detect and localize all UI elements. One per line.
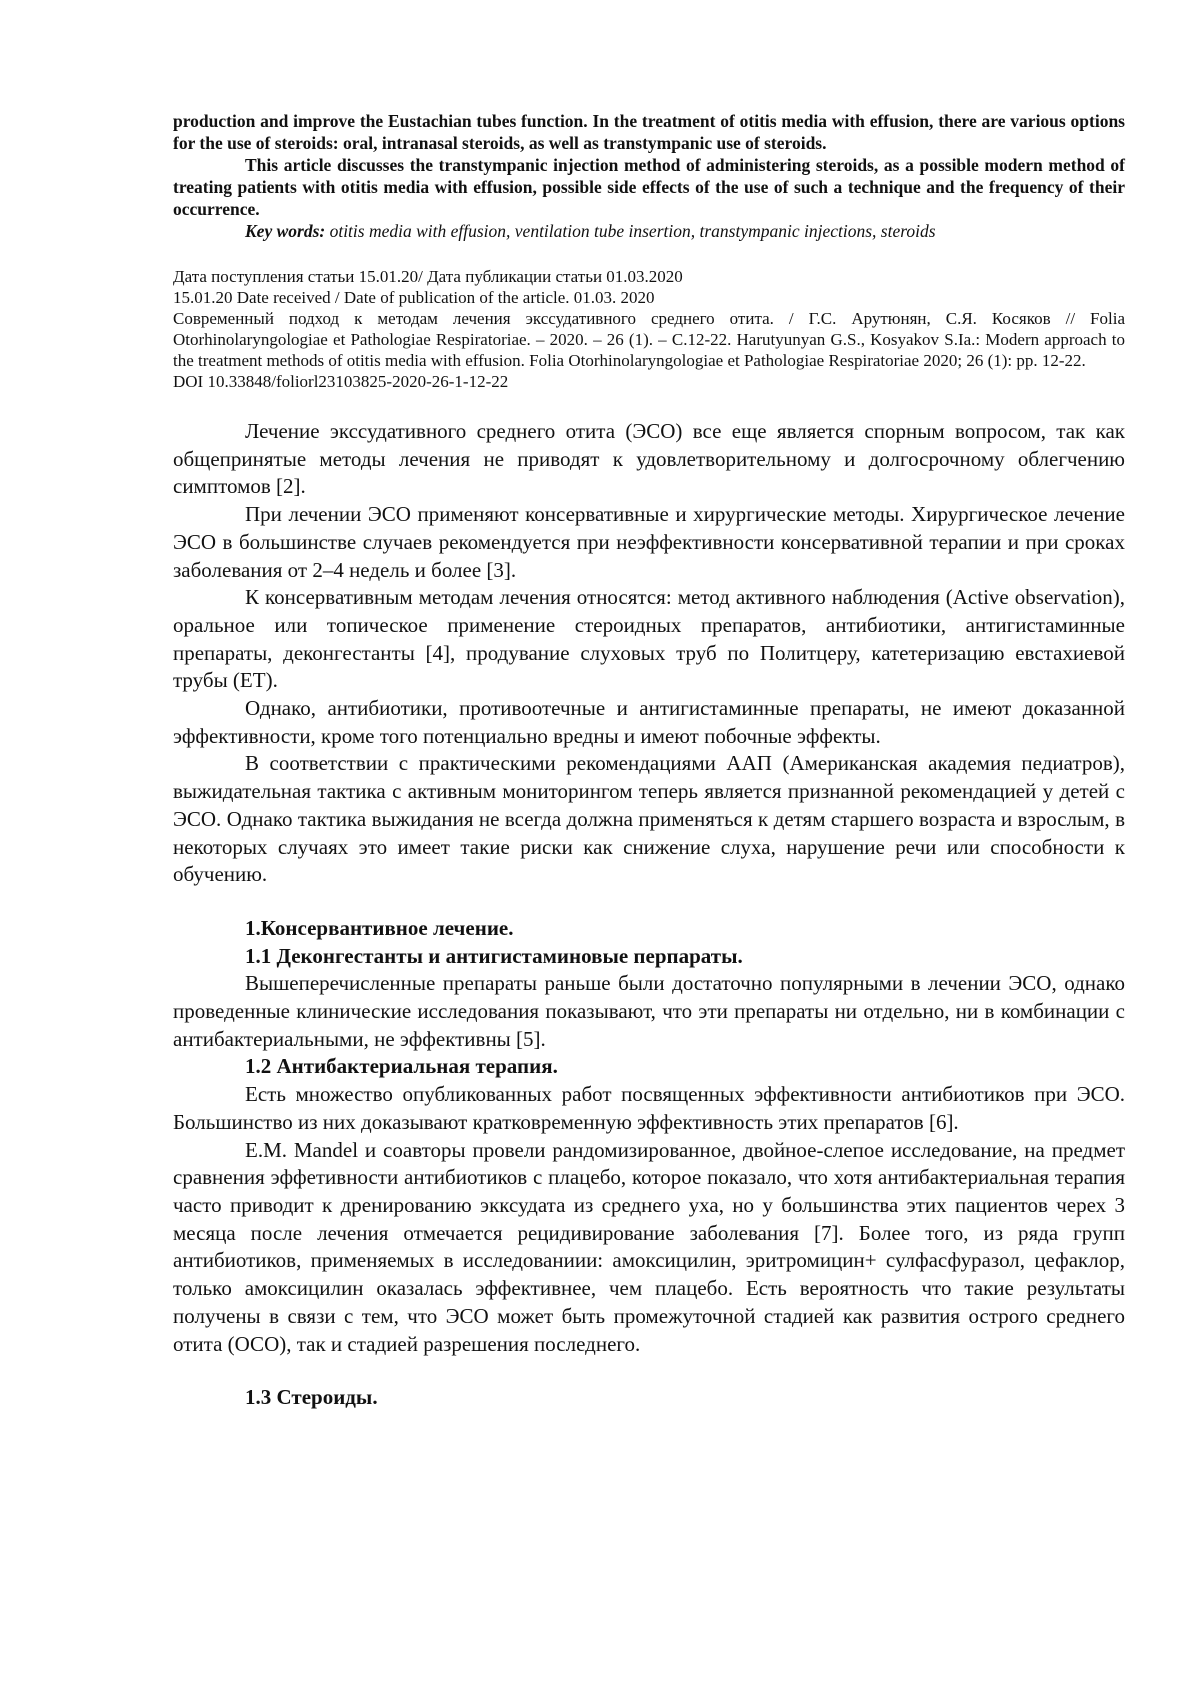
subsection-heading: 1.1 Деконгестанты и антигистаминовые перпараты. xyxy=(245,943,743,968)
article-body xyxy=(173,418,1125,1412)
doi: DOI 10.33848/foliorl23103825-2020-26-1-12-22 xyxy=(173,372,509,391)
keywords-line xyxy=(173,220,1125,242)
body-paragraph: В соответствии с практическими рекомендациями ААП (Американская академия педиатров), выжидательная тактика с активным мониторингом теперь является признанной рекомендацией у детей с ЭСО. Однако тактика выжидания не всегда должна применяться к детям старшего возраста и взрослым, в некоторых случаях это имеет такие риски как снижение слуха, нарушение речи или способности к обучению. xyxy=(173,751,1125,887)
dates-en: 15.01.20 Date received / Date of publication of the article. 01.03. 2020 xyxy=(173,288,655,307)
spacer xyxy=(173,1358,1125,1384)
page-content xyxy=(173,110,1125,1412)
keywords-text: otitis media with effusion, ventilation tube insertion, transtympanic injections, steroids xyxy=(329,221,936,241)
subsection-heading: 1.2 Антибактериальная терапия. xyxy=(245,1054,558,1079)
body-paragraph: При лечении ЭСО применяют консервативные и хирургические методы. Хирургическое лечение ЭСО в большинстве случаев рекомендуется при неэффективности консервативной терапии и при сроках заболевания от 2–4 недель и более [3]. xyxy=(173,502,1125,582)
abstract xyxy=(173,110,1125,242)
body-paragraph: Лечение экссудативного среднего отита (ЭСО) все еще является спорным вопросом, так как общепринятые методы лечения не приводят к удовлетворительному и долгосрочному облегчению симптомов [2]. xyxy=(173,419,1125,499)
article-meta xyxy=(173,266,1125,392)
body-paragraph: К консервативным методам лечения относятся: метод активного наблюдения (Active observation), оральное или топическое применение стероидных препаратов, антибиотики, антигистаминные препараты, деконгестанты [4], продувание слуховых труб по Политцеру, катетеризацию евстахиевой трубы (ЕТ). xyxy=(173,585,1125,693)
citation: Современный подход к методам лечения экссудативного среднего отита. / Г.С. Арутюнян, С.Я. Косяков // Folia Otorhinolaryngologiae et Pathologiae Respiratoriae. – 2020. – 26 (1). – С.12-22. Harutyunyan G.S., Kosyakov S.Ia.: Modern approach to the treatment methods of otitis media with effusion. Folia Otorhinolaryngologiae et Pathologiae Respiratoriae 2020; 26 (1): pp. 12-22. xyxy=(173,309,1125,370)
subsection-heading: 1.3 Стероиды. xyxy=(245,1385,378,1410)
abstract-paragraph: production and improve the Eustachian tubes function. In the treatment of otitis media with effusion, there are various options for the use of steroids: oral, intranasal steroids, as well as transtympanic use of steroids. xyxy=(173,111,1125,153)
body-paragraph: Вышеперечисленные препараты раньше были достаточно популярными в лечении ЭСО, однако проведенные клинические исследования показывают, что эти препараты ни отдельно, ни в комбинации с антибактериальными, не эффективны [5]. xyxy=(173,971,1125,1051)
abstract-paragraph: This article discusses the transtympanic injection method of administering steroids, as a possible modern method of treating patients with otitis media with effusion, possible side effects of the use of such a technique and the frequency of their occurrence. xyxy=(173,155,1125,219)
spacer xyxy=(173,889,1125,915)
section-heading: 1.Консервантивное лечение. xyxy=(245,915,514,940)
body-paragraph: E.M. Mandel и соавторы провели рандомизированное, двойное-слепое исследование, на предмет сравнения эффетивности антибиотиков с плацебо, которое показало, что хотя антибактериальная терапия часто приводит к дренированию экксудата из среднего уха, но у большинства этих пациентов черех 3 месяца после лечения отмечается рецидивирование заболевания [7]. Более того, из ряда групп антибиотиков, применяемых в исследованиии: амоксицилин, эритромицин+ сулфасфуразол, цефаклор, только амоксицилин оказалась эффективнее, чем плацебо. Есть вероятность что такие результаты получены в связи с тем, что ЭСО может быть промежуточной стадией как развития острого среднего отита (ОСО), так и стадией разрешения последнего. xyxy=(173,1137,1125,1356)
body-paragraph: Однако, антибиотики, противоотечные и антигистаминные препараты, не имеют доказанной эффективности, кроме того потенциально вредны и имеют побочные эффекты. xyxy=(173,696,1125,748)
dates-ru: Дата поступления статьи 15.01.20/ Дата публикации статьи 01.03.2020 xyxy=(173,267,683,286)
body-paragraph: Есть множество опубликованных работ посвященных эффективности антибиотиков при ЭСО. Большинство из них доказывают кратковременную эффективность этих препаратов [6]. xyxy=(173,1082,1125,1134)
keywords-label: Key words: xyxy=(245,221,326,241)
